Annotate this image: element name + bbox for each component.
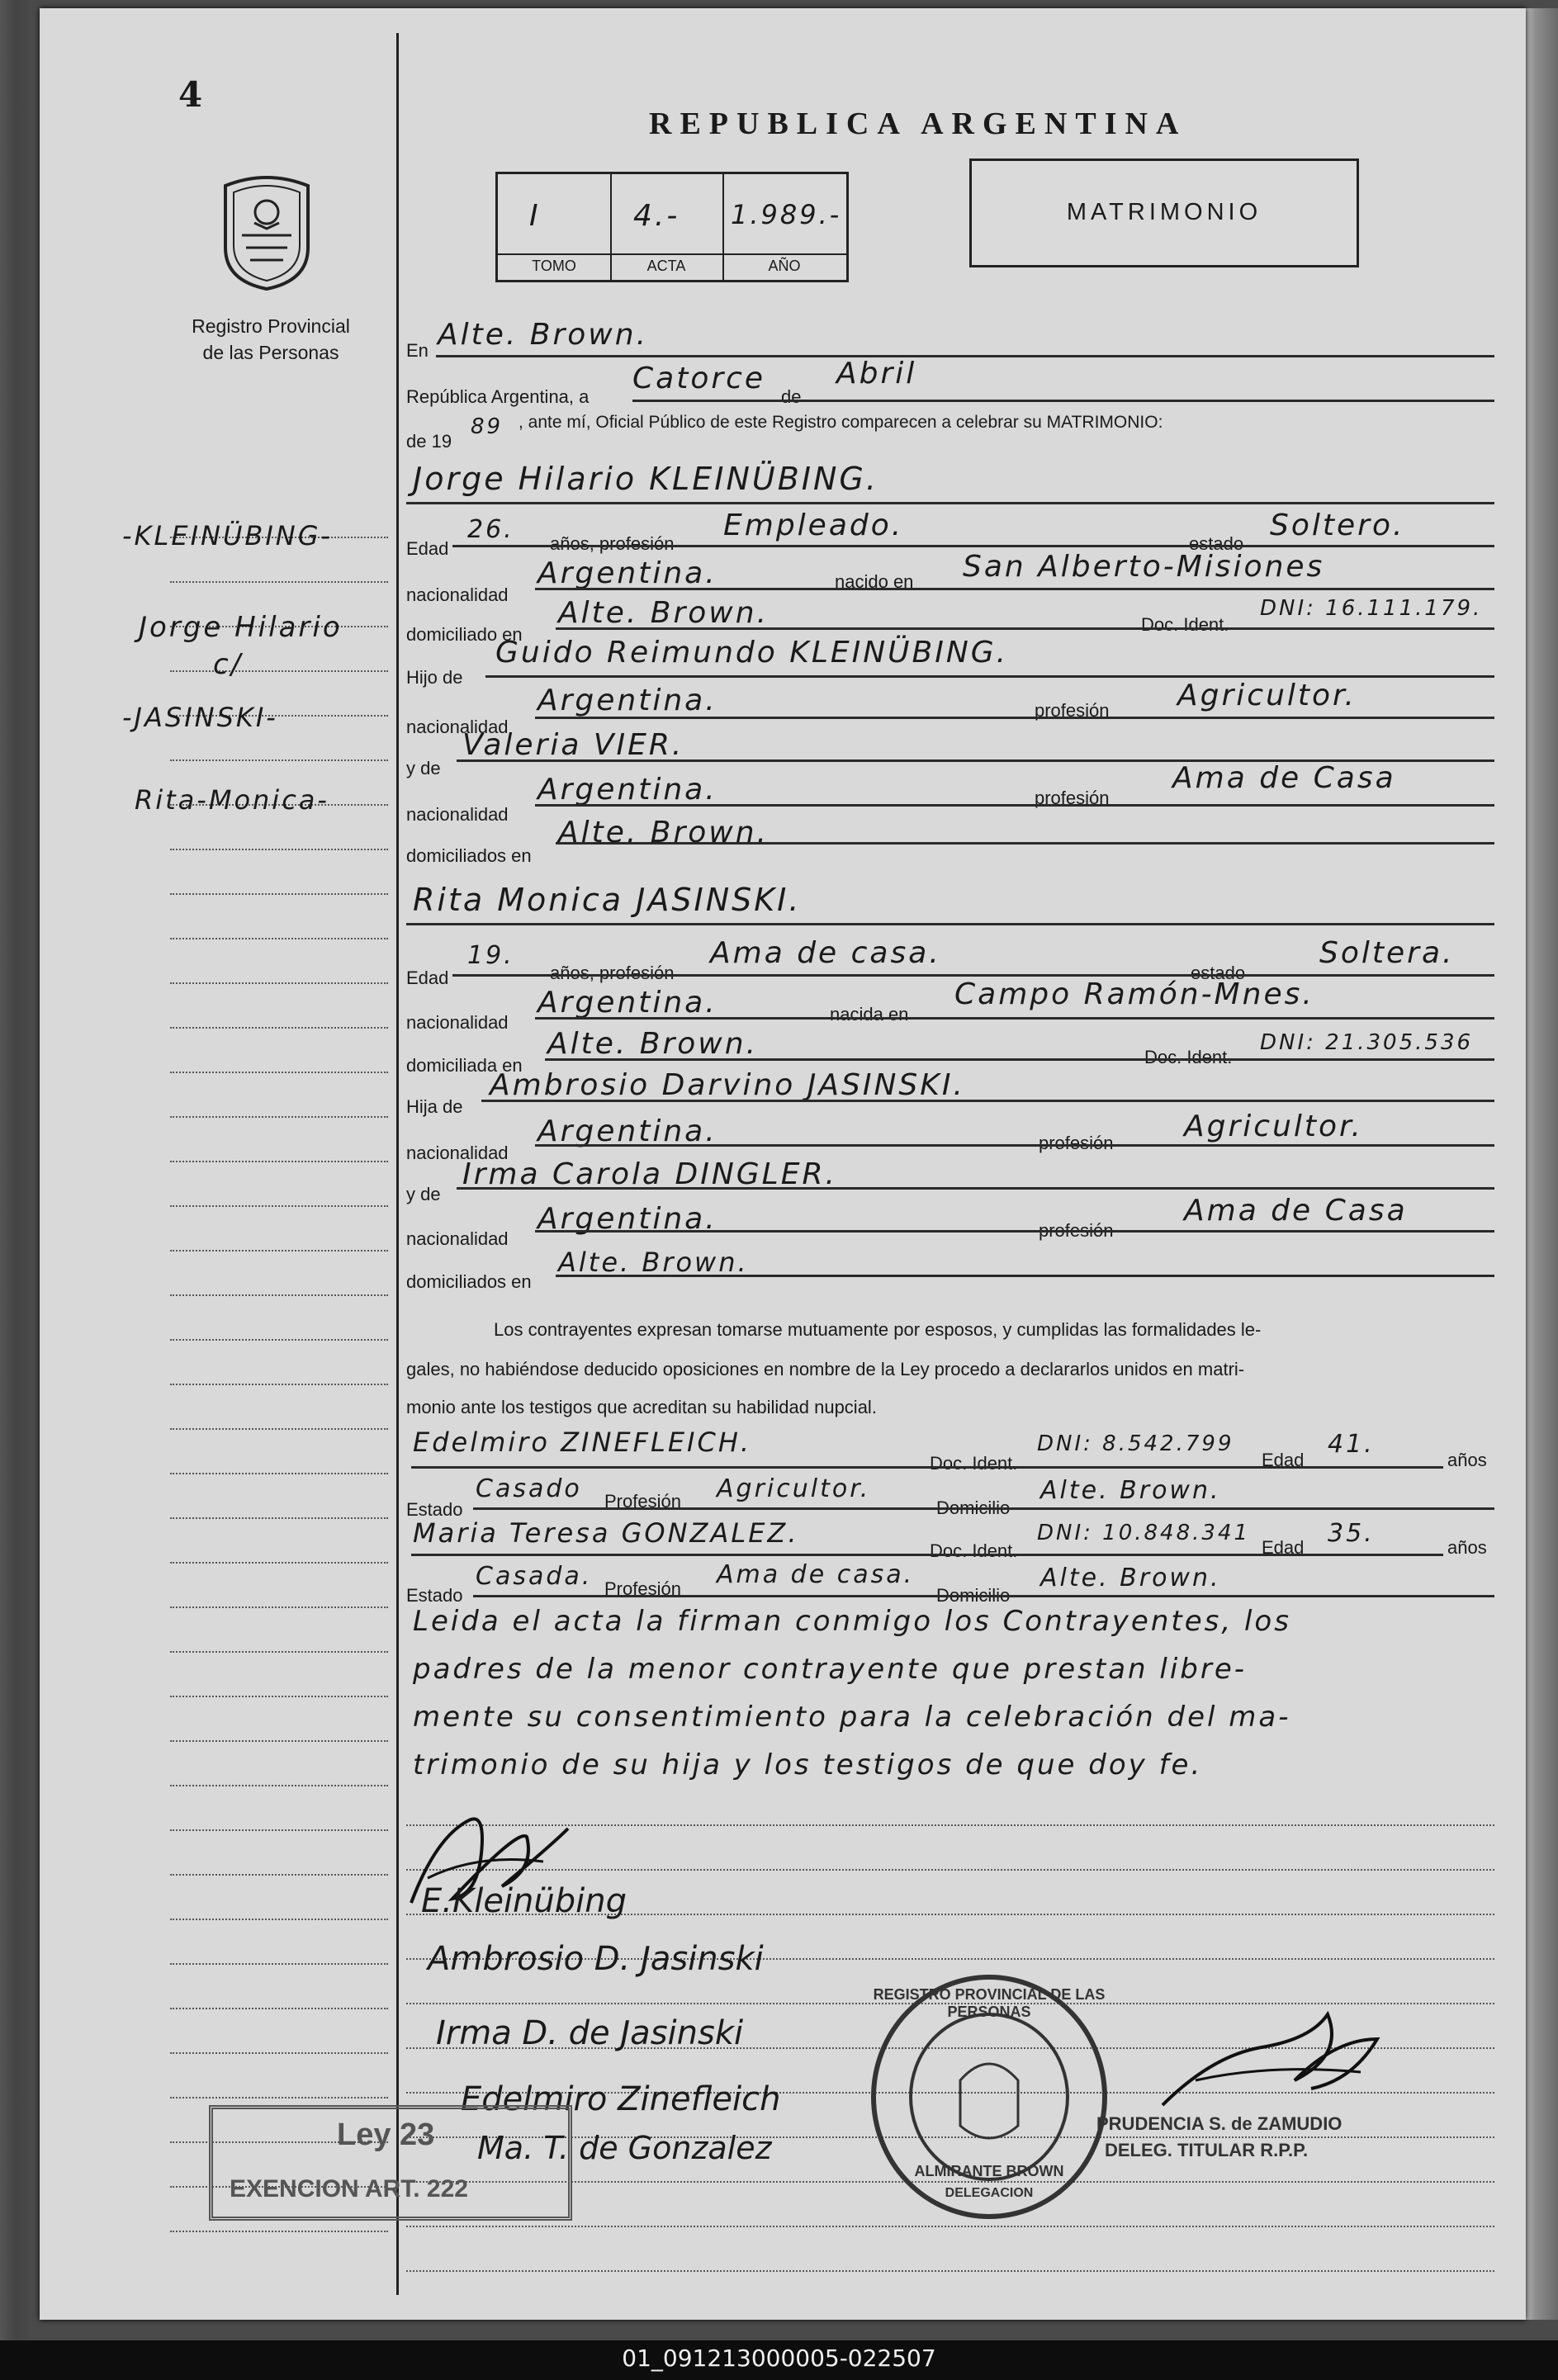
witness1-status: Casado: [476, 1474, 582, 1503]
bride-full-name: Rita Monica JASINSKI.: [413, 882, 802, 918]
bride-father-profession: Agricultor.: [1184, 1110, 1363, 1143]
page-edges: [1526, 8, 1558, 2320]
seal-center-text: ALMIRANTE BROWN: [914, 2163, 1064, 2179]
groom-age: 26.: [467, 515, 514, 544]
margin-divider: [396, 33, 399, 2295]
rule-groom-edad: [452, 545, 1494, 547]
label-bride-estado: estado: [1191, 963, 1246, 983]
label-w1-estado: Estado: [406, 1499, 463, 1520]
margin-rule-line: [170, 2097, 388, 2098]
label-w1-anos: años: [1447, 1450, 1487, 1470]
label-w1-profesion: Profesión: [604, 1491, 681, 1512]
main-rule-line: [406, 2226, 1494, 2227]
label-groom-estado: estado: [1189, 533, 1244, 554]
bride-domicile: Alte. Brown.: [547, 1027, 759, 1061]
signature-1: E.Kleinübing: [421, 1882, 627, 1920]
label-groom-y-de: y de: [406, 758, 441, 778]
groom-nationality: Argentina.: [537, 556, 717, 590]
seal-ring-text: REGISTRO PROVINCIAL DE LAS PERSONAS: [873, 1986, 1106, 2020]
label-gf-nacionalidad: nacionalidad: [406, 717, 509, 737]
margin-rule-line: [170, 1161, 388, 1162]
margin-rule-line: [170, 1919, 388, 1920]
margin-rule-line: [170, 1785, 388, 1786]
rule-witness1-b: [473, 1507, 1494, 1510]
margin-rule-line: [170, 1072, 388, 1073]
groom-mother-nationality: Argentina.: [537, 773, 717, 807]
label-w2-estado: Estado: [406, 1585, 463, 1606]
bride-birthplace: Campo Ramón-Mnes.: [954, 977, 1314, 1011]
margin-rule-line: [170, 1651, 388, 1653]
declaration-line-1: Los contrayentes expresan tomarse mutuamente por esposos, y cumplidas las formalidades le-: [494, 1319, 1262, 1340]
label-groom-nacionalidad: nacionalidad: [406, 584, 509, 605]
groom-birthplace: San Alberto-Misiones: [963, 550, 1325, 584]
groom-mother-profession: Ama de Casa: [1172, 761, 1396, 795]
rule-witness2-b: [473, 1595, 1494, 1597]
label-groom-domiciliado: domiciliado en: [406, 624, 523, 645]
day-value: Catorce: [632, 362, 766, 395]
rule-bride-name: [406, 923, 1494, 925]
margin-rule-line: [170, 1740, 388, 1742]
seal-side-text: DELEGACION: [945, 2186, 1034, 2200]
label-w1-doc: Doc. Ident.: [930, 1453, 1018, 1474]
margin-rule-line: [170, 2052, 388, 2054]
label-w2-profesion: Profesión: [604, 1578, 681, 1599]
margin-rule-line: [170, 1517, 388, 1519]
notes-line-2: padres de la menor contrayente que prestan libre-: [413, 1653, 1248, 1686]
label-bride-nacida-en: nacida en: [830, 1004, 909, 1024]
label-groom-nacido-en: nacido en: [835, 571, 914, 592]
groom-parents-domicile: Alte. Brown.: [558, 816, 770, 849]
groom-doc: DNI: 16.111.179.: [1260, 596, 1483, 621]
margin-rule-line: [170, 1250, 388, 1252]
province-emblem: [205, 169, 329, 293]
margin-rule-line: [170, 1027, 388, 1029]
margin-rule-line: [170, 1473, 388, 1474]
bride-mother-nationality: Argentina.: [537, 1202, 717, 1236]
margin-bride-surname: -JASINSKI-: [122, 702, 278, 733]
exemption-line-1: Ley 23: [337, 2117, 435, 2152]
label-republica: República Argentina, a: [406, 386, 590, 407]
groom-full-name: Jorge Hilario KLEINÜBING.: [413, 461, 878, 497]
witness2-domicile: Alte. Brown.: [1040, 1564, 1221, 1592]
bride-profession: Ama de casa.: [710, 936, 941, 970]
rule-bf-nacionalidad: [535, 1144, 1494, 1147]
act-type: MATRIMONIO: [1066, 199, 1262, 225]
rule-bride-father: [481, 1100, 1494, 1102]
bride-status: Soltera.: [1319, 936, 1455, 970]
act-type-box: [969, 159, 1359, 267]
groom-profession: Empleado.: [723, 509, 904, 542]
signature-2: Ambrosio D. Jasinski: [428, 1940, 764, 1978]
label-bride-y-de: y de: [406, 1184, 441, 1204]
margin-rule-line: [170, 670, 388, 672]
ano-value: 1.989.-: [731, 199, 842, 230]
exemption-line-2: EXENCION ART. 222: [230, 2175, 468, 2203]
notes-line-3: mente su consentimiento para la celebración del ma-: [413, 1701, 1291, 1734]
rule-gm-nacionalidad: [535, 804, 1494, 807]
label-w2-edad: Edad: [1262, 1537, 1305, 1558]
bride-age: 19.: [467, 941, 514, 970]
label-w2-domicilio: Domicilio: [936, 1585, 1011, 1606]
label-w1-domicilio: Domicilio: [936, 1498, 1011, 1518]
label-gm-nacionalidad: nacionalidad: [406, 804, 509, 825]
label-bride-domiciliada: domiciliada en: [406, 1055, 523, 1076]
rule-groom-name: [406, 502, 1494, 504]
margin-rule-line: [170, 1562, 388, 1564]
acta-label: ACTA: [610, 253, 722, 275]
notes-line-4: trimonio de su hija y los testigos de que doy fe.: [413, 1748, 1203, 1781]
groom-father-nationality: Argentina.: [537, 684, 717, 717]
signature-5: Ma. T. de Gonzalez: [477, 2130, 772, 2166]
groom-father: Guido Reimundo KLEINÜBING.: [495, 636, 1009, 670]
margin-groom-surname: -KLEINÜBING-: [122, 520, 334, 551]
groom-father-profession: Agricultor.: [1177, 679, 1357, 712]
bride-nationality: Argentina.: [537, 986, 717, 1020]
bride-parents-domicile: Alte. Brown.: [558, 1247, 749, 1278]
margin-rule-line: [170, 1116, 388, 1118]
label-bf-profesion: profesión: [1039, 1133, 1114, 1153]
margin-rule-line: [170, 1606, 388, 1608]
label-de: de: [781, 386, 802, 407]
ano-label: AÑO: [722, 253, 846, 275]
margin-rule-line: [170, 759, 388, 761]
margin-rule-line: [170, 2008, 388, 2009]
witness2-status: Casada.: [476, 1562, 593, 1591]
notes-line-1: Leida el acta la firman conmigo los Contrayentes, los: [413, 1605, 1291, 1638]
emblem-icon: [205, 169, 329, 293]
label-groom-parents-domicilio: domiciliados en: [406, 845, 532, 866]
year-value: 89: [471, 414, 504, 439]
witness2-age: 35.: [1328, 1519, 1375, 1548]
rule-witness1: [411, 1466, 1443, 1469]
exemption-stamp: [209, 2105, 572, 2221]
label-gm-profesion: profesión: [1035, 788, 1110, 808]
label-groom-edad: Edad: [406, 538, 449, 559]
tomo-label: TOMO: [498, 253, 610, 275]
label-hija-de: Hija de: [406, 1096, 463, 1117]
rule-en: [436, 355, 1494, 357]
rule-bride-parents-domicilio: [556, 1275, 1494, 1277]
month-value: Abril: [836, 357, 917, 390]
rule-gf-nacionalidad: [535, 717, 1494, 719]
margin-rule-line: [170, 1294, 388, 1296]
official-stamp-line-1: PRUDENCIA S. de ZAMUDIO: [1096, 2113, 1343, 2134]
bride-father: Ambrosio Darvino JASINSKI.: [490, 1068, 965, 1102]
label-w2-doc: Doc. Ident.: [930, 1540, 1018, 1561]
label-bride-doc: Doc. Ident.: [1144, 1047, 1233, 1067]
label-gf-profesion: profesión: [1035, 700, 1110, 721]
margin-groom-names: Jorge Hilario: [139, 611, 343, 644]
groom-status: Soltero.: [1270, 509, 1405, 542]
witness2-profession: Ama de casa.: [717, 1560, 915, 1589]
margin-rule-line: [170, 2231, 388, 2232]
label-bm-nacionalidad: nacionalidad: [406, 1228, 509, 1249]
margin-rule-line: [170, 1696, 388, 1697]
groom-domicile: Alte. Brown.: [558, 596, 770, 630]
label-bride-nacionalidad: nacionalidad: [406, 1012, 509, 1033]
witness1-name: Edelmiro ZINEFLEICH.: [413, 1427, 752, 1458]
groom-mother: Valeria VIER.: [462, 728, 684, 762]
margin-rule-line: [170, 1384, 388, 1385]
label-bride-edad: Edad: [406, 968, 449, 988]
bride-father-nationality: Argentina.: [537, 1114, 717, 1148]
margin-rule-line: [170, 1874, 388, 1876]
folio-number: 4: [178, 74, 203, 115]
official-stamp-line-2: DELEG. TITULAR R.P.P.: [1105, 2140, 1309, 2160]
act-reference-box: [495, 172, 849, 282]
rule-groom-parents-domicilio: [556, 842, 1494, 845]
margin-rule-line: [170, 1205, 388, 1207]
label-bride-anos-profesion: años, profesión: [550, 963, 675, 983]
tomo-value: I: [529, 199, 541, 233]
margin-rule-line: [170, 1963, 388, 1965]
official-seal: [865, 1973, 1113, 2221]
registry-line-1: Registro Provincial: [192, 315, 350, 337]
margin-rule-line: [170, 1829, 388, 1831]
rule-bride-edad: [452, 974, 1494, 977]
witness1-age: 41.: [1328, 1430, 1375, 1459]
witness2-doc: DNI: 10.848.341: [1037, 1521, 1251, 1545]
label-groom-doc: Doc. Ident.: [1141, 614, 1229, 635]
label-w1-edad: Edad: [1262, 1450, 1305, 1470]
witness1-domicile: Alte. Brown.: [1040, 1476, 1221, 1505]
label-w2-anos: años: [1447, 1537, 1487, 1558]
rule-bm-nacionalidad: [535, 1230, 1494, 1233]
bride-mother-profession: Ama de Casa: [1184, 1194, 1408, 1228]
register-page: [40, 8, 1526, 2320]
rule-witness2: [411, 1554, 1443, 1556]
rule-bride-mother: [457, 1187, 1494, 1190]
country-title: REPUBLICA ARGENTINA: [649, 106, 1187, 141]
margin-rule-line: [170, 893, 388, 895]
bride-doc: DNI: 21.305.536: [1260, 1030, 1474, 1055]
signature-scribble-icon: [1146, 2006, 1394, 2122]
label-en: En: [406, 340, 429, 361]
rule-bride-nacionalidad: [535, 1017, 1494, 1020]
ano-cell: [722, 174, 846, 280]
label-groom-anos-profesion: años, profesión: [550, 533, 675, 554]
rule-groom-domicilio: [556, 627, 1494, 630]
acta-cell: [610, 174, 724, 280]
acta-value: 4.-: [633, 199, 680, 233]
margin-rule-line: [170, 849, 388, 850]
declaration-line-2: gales, no habiéndose deducido oposiciones en nombre de la Ley procedo a declararlos unidos en matri-: [406, 1359, 1245, 1379]
margin-conjunction: c/: [213, 648, 244, 681]
rule-groom-father: [485, 675, 1494, 678]
registry-line-2: de las Personas: [202, 342, 339, 363]
official-signature: [1146, 2006, 1394, 2122]
rule-fecha: [632, 400, 1494, 402]
signature-3: Irma D. de Jasinski: [436, 2014, 744, 2052]
tomo-cell: [498, 174, 612, 280]
signature-4: Edelmiro Zinefleich: [461, 2080, 781, 2118]
image-identifier: 01_091213000005-022507: [622, 2345, 936, 2372]
label-bride-parents-domicilio: domiciliados en: [406, 1271, 532, 1292]
margin-rule-line: [170, 1339, 388, 1341]
main-rule-line: [406, 2270, 1494, 2272]
label-compareciente: , ante mí, Oficial Público de este Registro comparecen a celebrar su MATRIMONIO:: [519, 413, 1163, 432]
rule-groom-nacionalidad: [535, 588, 1494, 590]
place-value: Alte. Brown.: [438, 318, 649, 352]
margin-rule-line: [170, 982, 388, 984]
witness1-doc: DNI: 8.542.799: [1037, 1431, 1234, 1456]
witness1-profession: Agricultor.: [717, 1474, 871, 1503]
label-hijo-de: Hijo de: [406, 667, 463, 688]
witness2-name: Maria Teresa GONZALEZ.: [413, 1517, 799, 1549]
margin-rule-line: [170, 1428, 388, 1430]
margin-bride-names: Rita-Monica-: [135, 784, 329, 816]
declaration-line-3: monio ante los testigos que acreditan su habilidad nupcial.: [406, 1397, 877, 1417]
label-bm-profesion: profesión: [1039, 1220, 1114, 1241]
margin-rule-line: [170, 938, 388, 939]
margin-rule-line: [170, 581, 388, 583]
bride-mother: Irma Carola DINGLER.: [462, 1157, 837, 1191]
rule-bride-domicilio: [545, 1058, 1494, 1061]
label-bf-nacionalidad: nacionalidad: [406, 1143, 509, 1163]
label-de-19: de 19: [406, 431, 452, 452]
